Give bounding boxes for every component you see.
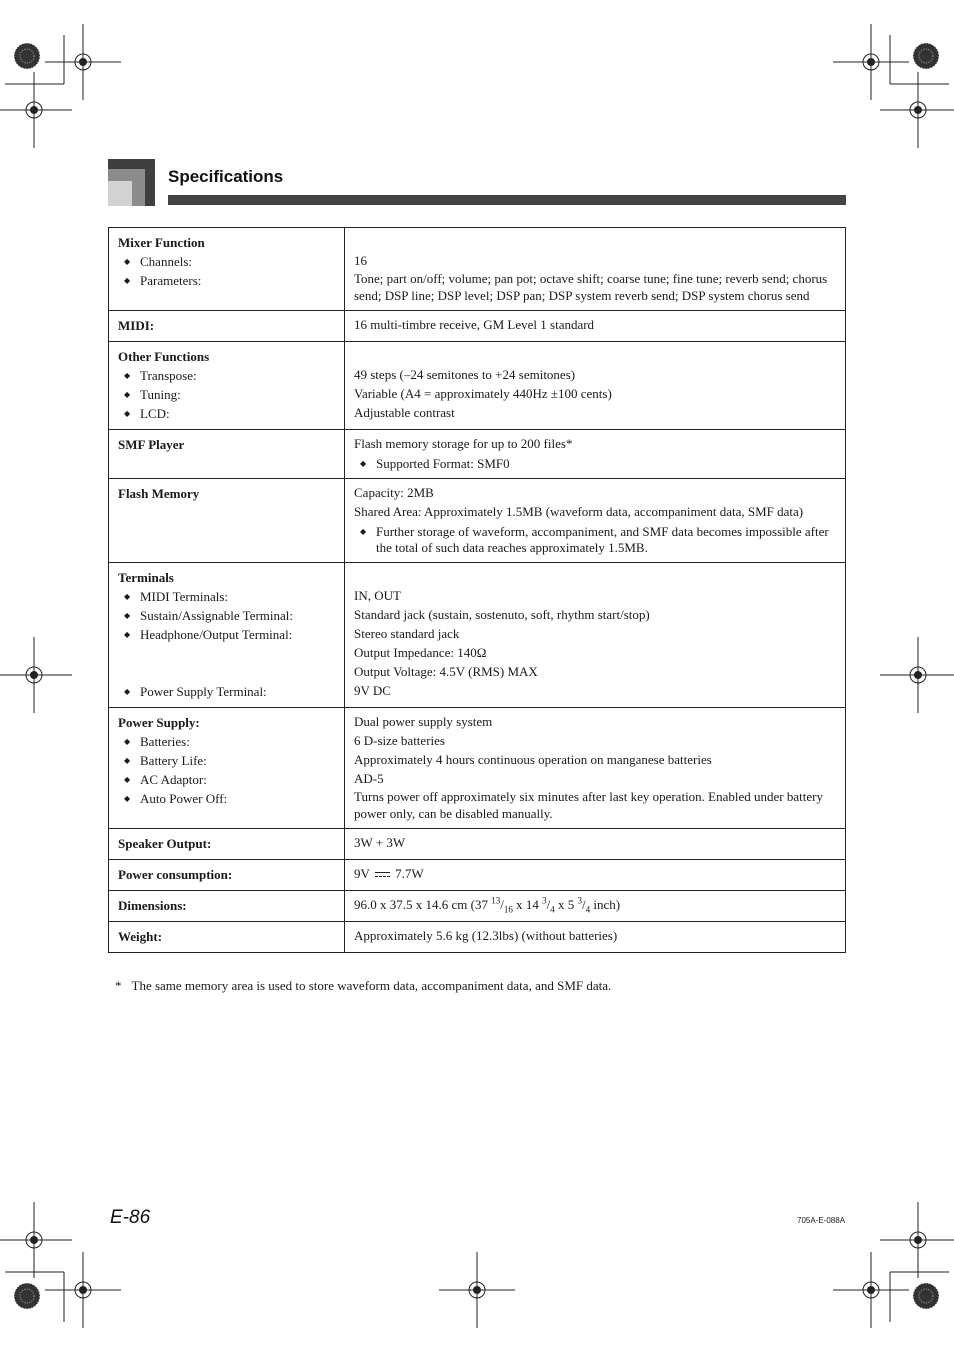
table-row-other-functions bbox=[109, 342, 846, 430]
spec-item-label: ◆ Channels: bbox=[118, 252, 336, 271]
spec-value: ◆ Supported Format: SMF0 bbox=[354, 456, 837, 472]
spec-label: Power consumption: bbox=[118, 867, 233, 882]
spec-label: Flash Memory bbox=[118, 486, 200, 501]
dimension-text: inch) bbox=[590, 897, 621, 912]
spec-value: Shared Area: Approximately 1.5MB (waveform data, accompaniment data, SMF data) bbox=[354, 504, 804, 519]
spec-value: Capacity: 2MB bbox=[354, 485, 434, 500]
dimension-text: x 5 bbox=[554, 897, 578, 912]
fraction-slash: / bbox=[500, 897, 504, 912]
spec-item-label: ◆ Auto Power Off: bbox=[118, 789, 336, 808]
dimension-text: x 14 bbox=[512, 897, 543, 912]
spec-label: MIDI: bbox=[118, 318, 155, 333]
page-number: E-86 bbox=[110, 1207, 151, 1228]
spec-item-label: ◆ LCD: bbox=[118, 404, 336, 423]
table-row-midi bbox=[109, 311, 846, 342]
spec-value: 16 multi-timbre receive, GM Level 1 standard bbox=[354, 317, 595, 332]
spec-item-label: ◆ Parameters: bbox=[118, 271, 336, 290]
spec-label: Mixer Function bbox=[118, 235, 205, 250]
spec-value: 9V bbox=[354, 866, 370, 881]
fraction-numerator: 3 bbox=[577, 895, 582, 906]
page-title: Specifications bbox=[168, 167, 284, 186]
spec-value: Standard jack (sustain, sostenuto, soft, rhythm start/stop) bbox=[354, 607, 650, 622]
table-row-flash-memory bbox=[109, 479, 846, 563]
spec-value-cell bbox=[345, 228, 846, 311]
spec-item-label: ◆ AC Adaptor: bbox=[118, 770, 336, 789]
specifications-table bbox=[108, 227, 846, 953]
dc-symbol-icon bbox=[375, 872, 390, 879]
spec-value bbox=[345, 891, 846, 922]
table-row-smf-player bbox=[109, 430, 846, 479]
spec-value: 6 D-size batteries bbox=[354, 733, 445, 748]
table-row-power-supply bbox=[109, 708, 846, 829]
spec-item-label: ◆ Sustain/Assignable Terminal: bbox=[118, 606, 336, 625]
spec-value: 16 bbox=[354, 253, 367, 268]
spec-item-label: ◆ Battery Life: bbox=[118, 751, 336, 770]
spec-value: Variable (A4 = approximately 440Hz ±100 cents) bbox=[354, 386, 612, 401]
spec-label: SMF Player bbox=[118, 437, 185, 452]
spec-value: Flash memory storage for up to 200 files* bbox=[354, 436, 573, 451]
spec-value: Stereo standard jack bbox=[354, 626, 460, 641]
table-row-power-consumption bbox=[109, 860, 846, 891]
footnote bbox=[115, 978, 611, 994]
spec-value: IN, OUT bbox=[354, 588, 401, 603]
table-row-weight bbox=[109, 922, 846, 953]
spec-label: Terminals bbox=[118, 570, 174, 585]
spec-value: 7.7W bbox=[395, 866, 424, 881]
spec-item-label: ◆ Headphone/Output Terminal: bbox=[118, 625, 336, 644]
spec-value: Approximately 4 hours continuous operation on manganese batteries bbox=[354, 752, 712, 767]
spec-item-label: ◆ MIDI Terminals: bbox=[118, 587, 336, 606]
spec-value: Output Voltage: 4.5V (RMS) MAX bbox=[354, 664, 538, 679]
spec-label: Power Supply: bbox=[118, 715, 200, 730]
spec-value: Tone; part on/off; volume; pan pot; octave shift; coarse tune; fine tune; reverb send; chorus send; DSP line; DSP level; DSP pan; DSP system reverb send; DSP system chorus send bbox=[354, 271, 828, 303]
spec-value: Adjustable contrast bbox=[354, 405, 455, 420]
spec-label-cell bbox=[109, 228, 345, 311]
spec-value: 49 steps (–24 semitones to +24 semitones) bbox=[354, 367, 576, 382]
header-rule bbox=[168, 195, 846, 205]
fraction-numerator: 13 bbox=[491, 895, 501, 906]
fraction-denominator: 4 bbox=[550, 904, 555, 915]
document-code: 705A-E-088A bbox=[797, 1216, 846, 1225]
table-row-dimensions bbox=[109, 891, 846, 922]
fraction-slash: / bbox=[581, 897, 586, 912]
footnote-marker: * bbox=[115, 978, 122, 993]
table-row-terminals bbox=[109, 563, 846, 708]
fraction-denominator: 16 bbox=[503, 904, 513, 915]
spec-label: Speaker Output: bbox=[118, 836, 212, 851]
spec-item-label: ◆ Batteries: bbox=[118, 732, 336, 751]
spec-value: 3W + 3W bbox=[354, 835, 406, 850]
spec-value: AD-5 bbox=[354, 771, 384, 786]
footnote-text: The same memory area is used to store waveform data, accompaniment data, and SMF data. bbox=[131, 978, 612, 993]
table-row-speaker-output bbox=[109, 829, 846, 860]
spec-value: Output Impedance: 140Ω bbox=[354, 645, 487, 660]
spec-note: ◆ Further storage of waveform, accompaniment, and SMF data becomes impossible after the total of such data reaches approximately 1.5MB. bbox=[354, 524, 837, 556]
spec-value: 9V DC bbox=[354, 683, 391, 698]
fraction-numerator: 3 bbox=[542, 895, 547, 906]
fraction-slash: / bbox=[546, 897, 551, 912]
section-header-graphic bbox=[108, 159, 155, 206]
spec-label: Dimensions: bbox=[118, 898, 187, 913]
spec-item-label: ◆ Power Supply Terminal: bbox=[118, 682, 336, 701]
spec-item-label: ◆ Transpose: bbox=[118, 366, 336, 385]
dimension-text: 96.0 x 37.5 x 14.6 cm (37 bbox=[354, 897, 492, 912]
spec-label: Weight: bbox=[118, 929, 163, 944]
spec-label: Other Functions bbox=[118, 349, 210, 364]
spec-item-label: ◆ Tuning: bbox=[118, 385, 336, 404]
spec-value: Dual power supply system bbox=[354, 714, 493, 729]
fraction-denominator: 4 bbox=[585, 904, 591, 915]
spec-value: Approximately 5.6 kg (12.3lbs) (without batteries) bbox=[354, 928, 618, 943]
table-row-mixer bbox=[109, 228, 846, 311]
spec-value: Turns power off approximately six minutes after last key operation. Enabled under battery power only, can be disabled manually. bbox=[354, 789, 823, 821]
